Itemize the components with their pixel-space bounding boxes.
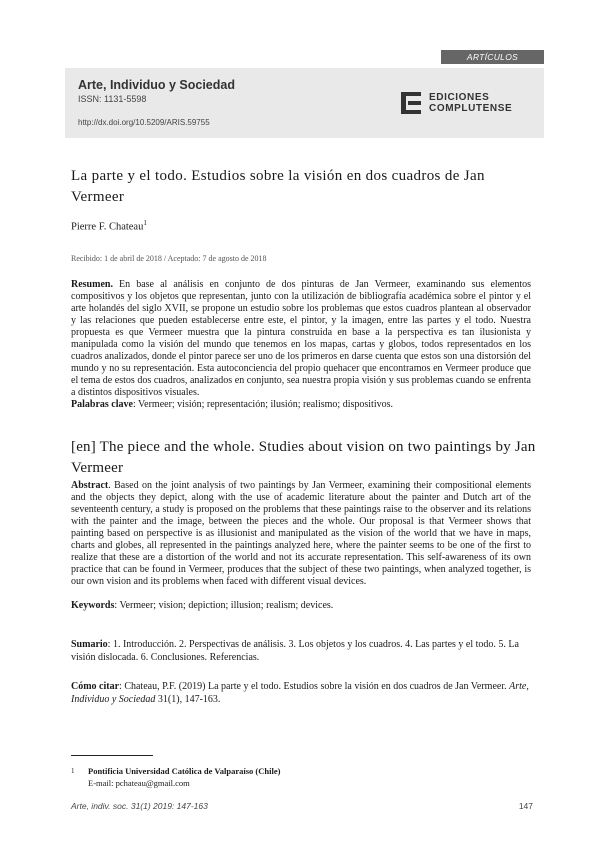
publisher-logo [401,92,512,114]
resumen-text: En base al análisis en conjunto de dos pinturas de Jan Vermeer, examinando sus elementos compositivos y los objetos que representan, junto con la utilización de bibliografía académica sobre el pintor y el arte holandés del siglo XVII, se propone un estudio sobre los problemas que estos cuadros plantean al observador y las relaciones que pueden establecerse entre este, el pintor, y la imagen, entre las partes y el todo. Nuestra propuesta es que Vermeer muestra que la pintura construida en base a la perspectiva es tan ilusionista y manipulada como la visión del mundo que tenemos en los mapas, cartas y globos, todos representados en los cuadros analizados, donde el pintor parece ser uno de los primeros en darse cuenta que estos son una distorsión del mundo y no su representación. Esta autoconciencia del propio quehacer que encontramos en Vermeer produce que el tema de estos dos cuadros, analizados en conjunto, sea nuestra propia visión y sus problemas cuando se enfrenta a distintos dispositivos visuales. [71,279,531,398]
footer-citation: Arte, indiv. soc. 31(1) 2019: 147-163 [71,801,208,811]
keywords-label: Keywords [71,600,115,611]
keywords [71,600,531,612]
footnote-email[interactable]: E-mail: pchateau@gmail.com [88,778,190,788]
page-number: 147 [518,801,533,811]
palabras-clave-text: : Vermeer; visión; representación; ilusión; realismo; dispositivos. [132,399,393,410]
citation-volume: 31(1), 147-163. [155,694,221,705]
author-footnote-mark[interactable]: 1 [143,219,147,227]
article-title: La parte y el todo. Estudios sobre la visión en dos cuadros de Jan Vermeer [71,168,485,205]
resumen-label: Resumen. [71,279,113,290]
como-citar [71,680,533,706]
palabras-clave-label: Palabras clave [71,399,133,410]
citation-text: : Chateau, P.F. (2019) La parte y el todo. Estudios sobre la visión en dos cuadros de Jan Vermeer. [119,681,510,692]
author-name: Pierre F. Chateau [71,221,144,233]
citation-journal: Arte, Individuo y Sociedad [71,681,529,705]
abstract-text: . Based on the joint analysis of two paintings by Jan Vermeer, examining their compositional elements and the objects they depict, along with the use of academic literature about the painter and Dutch art of the seventeenth century, a study is proposed on the problems that these paintings raise to the observer and its relations with the painter and the image, between the pieces and the whole. Our proposal is that Vermeer shows that painting based on perspective is as illusionist and manipulated as the vision of the world that we have in maps, charts and globes, all represented in the paintings analyzed here, where the painter seems to be one of the first to realize that these are a distortion of the world and not its accurate representation. This self-awareness of its own practice that can be found in Vermeer, produces that the subject of these two paintings, when analyzed together, is our own vision and its problems when faced with different visual devices. [71,480,531,587]
sumario-text: : 1. Introducción. 2. Perspectivas de análisis. 3. Los objetos y los cuadros. 4. Las partes y el todo. 5. La visión dislocada. 6. Conclusiones. Referencias. [71,639,519,663]
sumario [71,638,533,664]
sumario-label: Sumario [71,639,108,650]
keywords-text: : Vermeer; vision; depiction; illusion; realism; devices. [114,600,334,611]
publisher-line-2: COMPLUTENSE [429,103,513,114]
ediciones-complutense-logo-icon [401,92,421,114]
footnote-affiliation: Pontificia Universidad Católica de Valparaíso (Chile) [88,766,281,776]
english-title: [en] The piece and the whole. Studies about vision on two paintings by Jan Vermeer [71,439,536,476]
issn: ISSN: 1131-5598 [78,94,147,104]
footnote-divider [71,755,153,756]
received-accepted-dates: Recibido: 1 de abril de 2018 / Aceptado: 7 de agosto de 2018 [71,254,267,263]
journal-header [65,68,544,138]
doi-link[interactable]: http://dx.doi.org/10.5209/ARIS.59755 [78,118,210,127]
journal-title: Arte, Individuo y Sociedad [78,78,235,92]
como-citar-label: Cómo citar [71,681,120,692]
resumen [71,279,531,399]
footnote-mark: 1 [71,767,75,775]
abstract [71,480,531,588]
publisher-line-1: EDICIONES [429,92,490,103]
section-tag: ARTÍCULOS [441,50,544,64]
author [71,219,147,233]
footnote [71,765,280,789]
palabras-clave [71,399,531,411]
abstract-label: Abstract [71,480,109,491]
